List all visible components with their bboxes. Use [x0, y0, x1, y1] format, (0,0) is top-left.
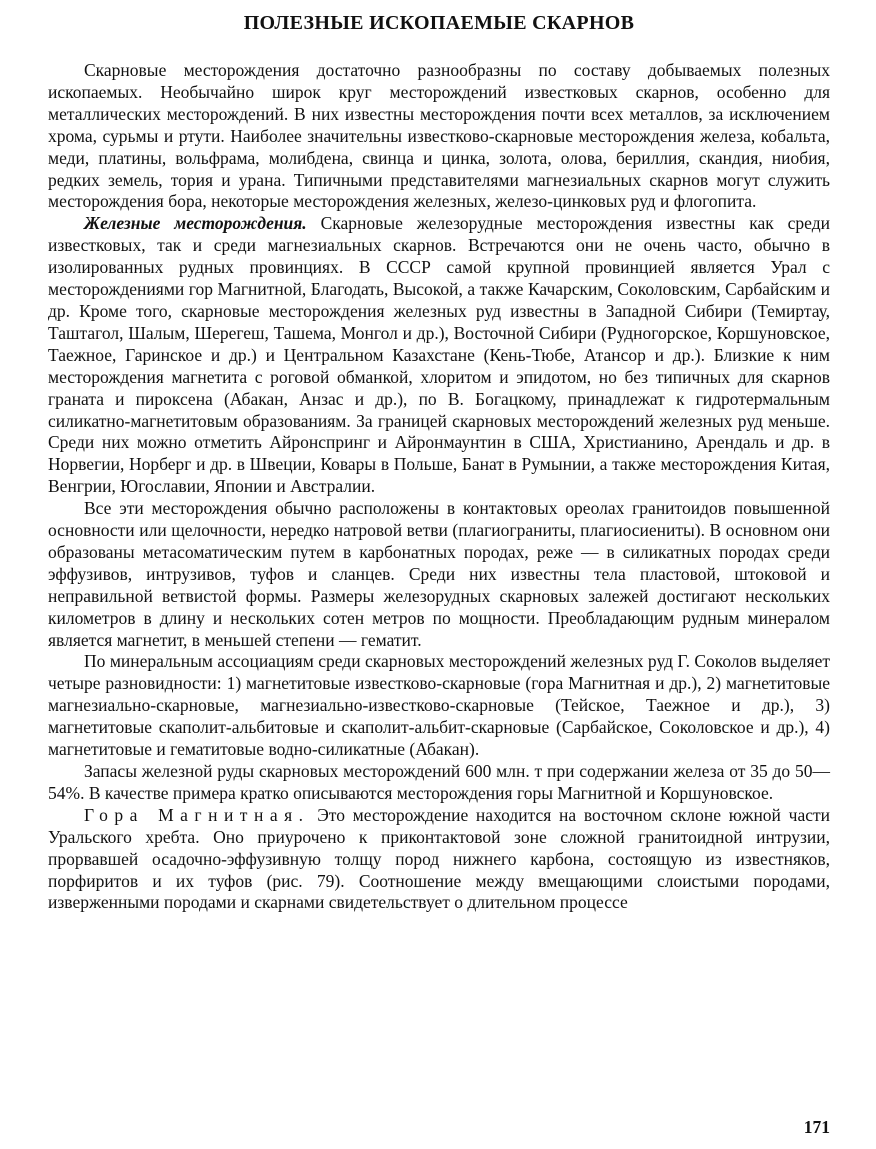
paragraph-text: По минеральным ассоциациям среди скарновых месторождений железных руд Г. Соколов выделяет четыре разновидности: 1) магнетитовые известково-скарновые (гора Магнитная и др.), 2) магнетитовые магнезиально-скарновые, магнезиально-известково-скарновые (Тейское, Таежное и др.), 3) магнетитовые скаполит-альбитовые и скаполит-альбит-скарновые (Сарбайское, Соколовское и др.), 4) магнетитовые и гематитовые водно-силикатные (Абакан).: [48, 651, 830, 760]
book-page: [48, 0, 830, 1149]
paragraph-localization: [48, 498, 830, 651]
paragraph-classification: [48, 651, 830, 761]
section-title: ПОЛЕЗНЫЕ ИСКОПАЕМЫЕ СКАРНОВ: [243, 12, 635, 34]
paragraph-text: Скарновые железорудные месторождения известны как среди известковых, так и среди магнезиальных скарнов. Встречаются они не очень часто, обычно в изолированных рудных провинциях. В СССР самой крупной провинцией является Урал с месторождениями гор Магнитной, Благодать, Высокой, а также Качарским, Соколовским, Сарбайским и др. Кроме того, скарновые месторождения железных руд известны в Западной Сибири (Темиртау, Таштагол, Шалым, Шерегеш, Ташема, Монгол и др.), Восточной Сибири (Рудногорское, Коршуновское, Таежное, Гаринское и др.) и Центральном Казахстане (Кень-Тюбе, Атансор и др.). Близкие к ним месторождения магнетита с роговой обманкой, хлоритом и эпидотом, но без типичных для скарнов граната и пироксена (Абакан, Анзас и др.), по В. Богацкому, принадлежат к гидротермальным силикатно-магнетитовым образованиям. За границей скарновых месторождений железных руд меньше. Среди них можно отметить Айронспринг и Айронмаунтин в США, Христианино, Арендаль и др. в Норвегии, Норберг и др. в Швеции, Ковары в Польше, Банат в Румынии, а также месторождения Китая, Венгрии, Югославии, Японии и Австралии.: [48, 213, 830, 497]
paragraph-text: Это месторождение находится на восточном склоне южной части Уральского хребта. Оно приурочено к приконтактовой зоне сложной гранитоидной интрузии, прорвавшей осадочно-эффузивную толщу пород нижнего карбона, состоящую из известняков, порфиритов и их туфов (рис. 79). Соотношение между вмещающими слоистыми породами, изверженными породами и скарнами свидетельствует о длительном процессе: [48, 804, 830, 913]
paragraph-intro: [48, 60, 830, 213]
run-in-heading: Железные месторождения.: [84, 213, 307, 234]
paragraph-text: Запасы железной руды скарновых месторождений 600 млн. т при содержании железа от 35 до 50—54%. В качестве примера кратко описываются месторождения горы Магнитной и Коршуновское.: [48, 761, 830, 803]
spaced-heading: Гора Магнитная.: [84, 804, 310, 825]
body-text: [48, 60, 830, 914]
page-number: 171: [803, 1117, 830, 1137]
paragraph-text: Скарновые месторождения достаточно разнообразны по составу добываемых полезных ископаемых. Необычайно широк круг месторождений известковых скарнов, особенно для металлических месторождений. В них известны месторождения почти всех металлов, за исключением хрома, сурьмы и ртути. Наиболее значительны известково-скарновые месторождения железа, кобальта, меди, платины, вольфрама, молибдена, свинца и цинка, золота, олова, бериллия, скандия, ниобия, редких земель, тория и урана. Типичными представителями магнезиальных скарнов могут служить месторождения бора, некоторые месторождения железных, железо-цинковых руд и флогопита.: [48, 60, 830, 212]
paragraph-text: Все эти месторождения обычно расположены в контактовых ореолах гранитоидов повышенной основности или щелочности, нередко натровой ветви (плагиограниты, плагиосиениты). В основном они образованы метасоматическим путем в карбонатных породах, реже — в силикатных породах среди эффузивов, интрузивов, туфов и сланцев. Среди них известны тела пластовой, штоковой и неправильной ветвистой формы. Размеры железорудных скарновых залежей достигают нескольких километров в длину и нескольких сотен метров по мощности. Преобладающим рудным минералом является магнетит, в меньшей степени — гематит.: [48, 498, 830, 650]
paragraph-iron-deposits: [48, 213, 830, 498]
paragraph-magnitnaya: [48, 805, 830, 915]
paragraph-reserves: [48, 761, 830, 805]
